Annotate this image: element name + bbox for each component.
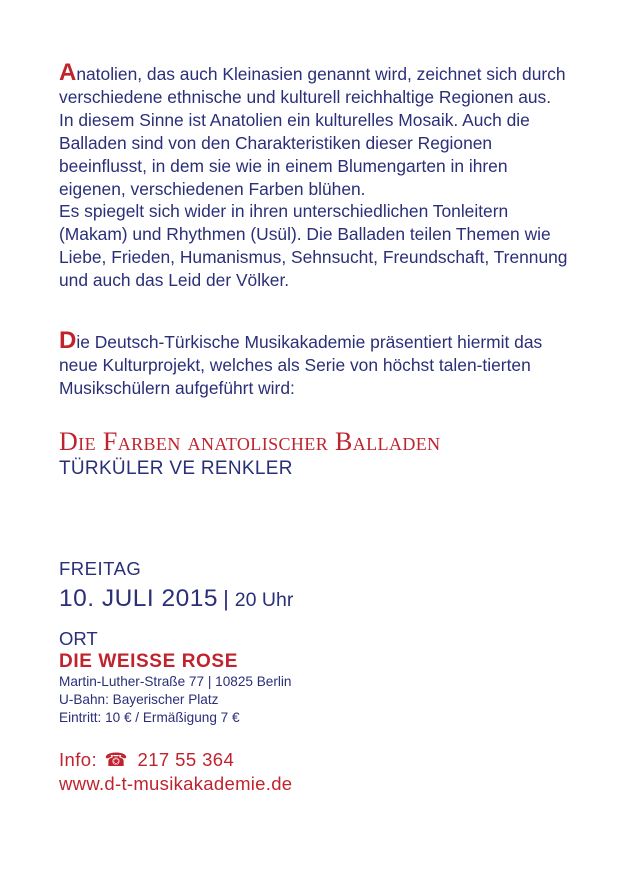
venue-transit: U-Bahn: Bayerischer Platz (59, 692, 219, 707)
phone-icon: ☎ (104, 749, 128, 770)
venue-address: Martin-Luther-Straße 77 | 10825 Berlin (59, 674, 292, 689)
intro-text (59, 59, 569, 292)
event-time: 20 Uhr (234, 589, 294, 611)
venue-admission: Eintritt: 10 € / Ermäßigung 7 € (59, 710, 240, 725)
offer-paragraph-text: ie Deutsch-Türkische Musikakademie präsentiert hiermit das neue Kulturprojekt, welches als Serie von höchst talen-tierten Musikschülern aufgeführt wird: (59, 332, 543, 398)
event-subtitle: TÜRKÜLER VE RENKLER (59, 458, 293, 479)
dropcap-d: D (59, 327, 77, 354)
intro-paragraph-1 (59, 59, 569, 109)
venue-name: DIE WEISSE ROSE (59, 651, 238, 672)
intro-paragraph-1-text: natolien, das auch Kleinasien genannt wird, zeichnet sich durch verschiedene ethnische und kulturell reichhaltige Regionen aus. (59, 64, 566, 107)
date-time-separator: | (223, 586, 229, 611)
intro-paragraph-3: Es spiegelt sich wider in ihren unterschiedlichen Tonleitern (Makam) und Rhythmen (Usül). Die Balladen teilen Themen wie Liebe, Frieden, Humanismus, Sehnsucht, Freundschaft, Trennung und auch das Leid der Völker. (59, 201, 568, 291)
event-day: FREITAG (59, 558, 142, 579)
website-link[interactable]: www.d-t-musikakademie.de (59, 773, 293, 794)
dropcap-a: A (59, 59, 77, 86)
event-date-line (59, 585, 293, 613)
phone-number[interactable]: 217 55 364 (137, 749, 235, 770)
offer-text (59, 327, 569, 400)
offer-paragraph (59, 327, 569, 400)
event-date: 10. JULI 2015 (59, 585, 219, 612)
contact-info (59, 749, 234, 771)
event-title: Die Farben anatolischer Balladen (59, 427, 441, 456)
info-label: Info: (59, 749, 97, 770)
intro-paragraph-2: In diesem Sinne ist Anatolien ein kulturelles Mosaik. Auch die Balladen sind von den Charakteristiken dieser Regionen beeinflusst, in dem sie wie in einem Blumengarten in ihren eigenen, verschiedenen Farben blühen. (59, 109, 530, 199)
venue-label: ORT (59, 628, 98, 649)
